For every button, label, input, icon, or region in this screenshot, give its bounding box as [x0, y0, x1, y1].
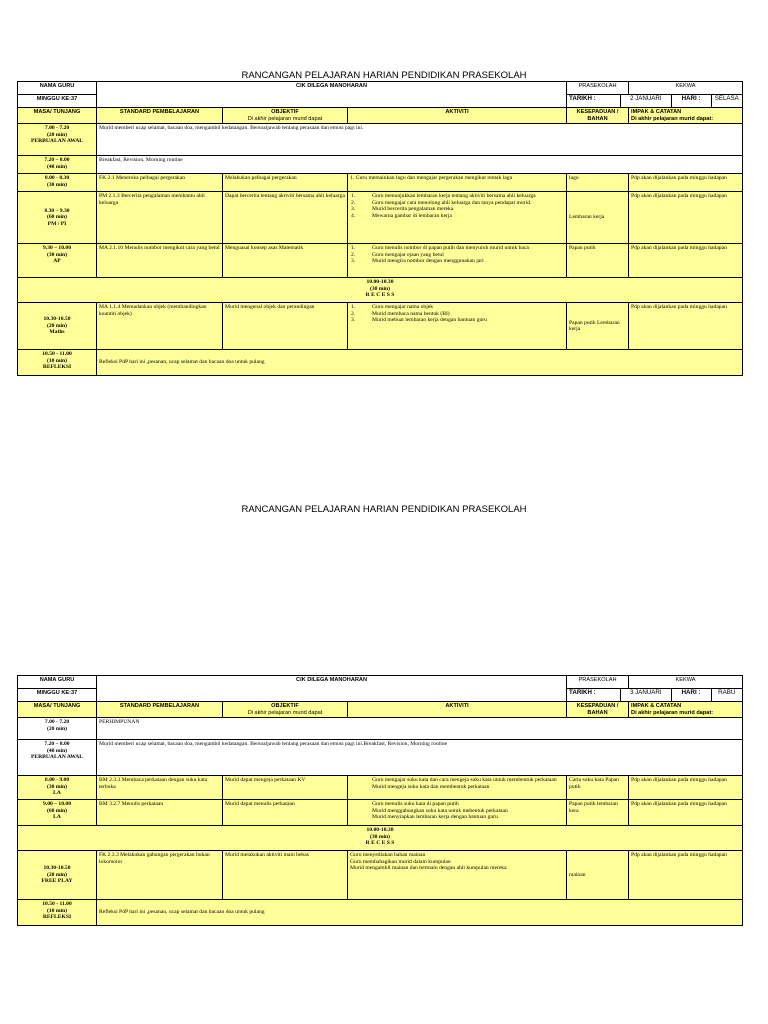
col-impak: IMPAK & CATATAN Di akhir pelajaran murid dapat: [629, 702, 743, 718]
recess-row: 10.00-10.30 (30 min) R E C E S S [18, 826, 743, 851]
standard-cell: BM 2.3.3 Membaca perkataan dengan suku kata terbuka [97, 776, 223, 800]
activity-text: Refleksi PdP hari ini ,pesanan, ucap selamat dan bacaan doa untuk pulang [97, 900, 743, 926]
standard-cell: BM 3.2.7 Menulis perkataan [97, 800, 223, 826]
activity-cell: 1. Guru memainkan lagu dan mengajar pergerakan mengikut rentak lagu [348, 174, 567, 192]
plan1-table [17, 81, 743, 376]
impact-cell: Pdp akan dijalankan pada minggu hadapan [629, 303, 743, 350]
hari-value: RABU [718, 689, 736, 696]
activity-cell: Guru menyediakan bahan mainan Guru membahagikan murid dalam kumpulan Murid mengambil mainan dan bermain dengan ahli kumpulan mereka [348, 851, 567, 900]
date-day-cell [567, 95, 743, 108]
class-name: KEKWA [629, 82, 743, 95]
time-cell: 7.20 – 8.00 (40 min) PERBUALAN AWAL [18, 740, 97, 776]
nama-guru-label: NAMA GURU [18, 676, 97, 689]
activity-cell: Guru mengajar suku kata dan cara mengeja suku kata untuk membentuk perkataan Murid mengeja suku kata dan membentuk perkataan [348, 776, 567, 800]
standard-cell: MA 2.1.10 Menulis nombor mengikut cara yang betul [97, 244, 223, 278]
impact-cell: Pdp akan dijalankan pada minggu hadapan [629, 851, 743, 900]
hari-label: HARI : [671, 95, 711, 107]
objective-cell: Murid melakukan aktiviti main bebas [223, 851, 348, 900]
recess-row: 10.00-10.30 (30 min) R E C E S S [18, 278, 743, 303]
col-objektif: OBJEKTIF Di akhir pelajaran murid dapat [223, 702, 348, 718]
tarikh-label: TARIKH : [567, 689, 621, 701]
time-cell: 10.30-10.50 (20 min) Maths [18, 303, 97, 350]
activity-text: Refleksi PdP hari ini ,pesanan, ucap selamat dan bacaan doa untuk pulang [97, 350, 743, 376]
col-kesepaduan: KESEPADUAN / BAHAN [567, 702, 629, 718]
time-cell: 10.30-10.50 (20 min) FREE PLAY [18, 851, 97, 900]
impact-cell: Pdp akan dijalankan pada minggu hadapan [629, 800, 743, 826]
col-masa: MASA/ TUNJANG [18, 702, 97, 718]
time-cell: 7.00 - 7.20 (20 min) PERBUALAN AWAL [18, 124, 97, 156]
col-objektif: OBJEKTIF Di akhir pelajaran murid dapat [223, 108, 348, 124]
time-cell: 9.30 – 10.00 (30 min) AP [18, 244, 97, 278]
impact-cell: Pdp akan dijalankan pada minggu hadapan [629, 244, 743, 278]
activity-text: Murid memberi ucap selamat, bacaan doa, mengambil kedatangan. Bersoaljawab tentang perasaan dan emosi pagi ini. [97, 124, 743, 156]
activity-cell: 1. Guru menulis nombor di papan putih dan menyuruh murid untuk baca 2. Guru mengajar ejaan yang betul 3. Murid mengira nombor dengan menggunakan jari [348, 244, 567, 278]
material-cell: Papan putih [567, 244, 629, 278]
time-cell: 10.50 - 11.00 (10 min) REFLEKSI [18, 350, 97, 376]
teacher-name: CIK DILEGA MANOHARAN [97, 82, 567, 108]
objective-cell: Murid dapat mengeja perkataan KV [223, 776, 348, 800]
material-cell: Papan putih Lembaran kerja [567, 303, 629, 350]
col-standard: STANDARD PEMBELAJARAN [97, 702, 223, 718]
col-masa: MASA/ TUNJANG [18, 108, 97, 124]
hari-value: SELASA [714, 95, 739, 102]
plan1-title: RANCANGAN PELAJARAN HARIAN PENDIDIKAN PRASEKOLAH [241, 70, 527, 81]
objective-cell: Menguasai konsep asas Matematik [223, 244, 348, 278]
material-cell: Carta suku kata Papan putih [567, 776, 629, 800]
standard-cell: FK 2.1 Meneroka pelbagai pergerakan [97, 174, 223, 192]
time-cell: 7.00 - 7.20 (20 min) [18, 718, 97, 740]
material-cell: Papan putih lembaran kera [567, 800, 629, 826]
col-standard: STANDARD PEMBELAJARAN [97, 108, 223, 124]
material-cell: Lembaran kerja [567, 192, 629, 244]
col-kesepaduan: KESEPADUAN / BAHAN [567, 108, 629, 124]
activity-cell: 1. Guru menunjukkan lembaran kerja tentang aktiviti bersama ahli keluarga 2. Guru mengajar cara menolong ahli keluarga dan tanya pendapat murid. 3. Murid bercerita pengalaman mereka 4. Mewarna gambar di lembaran kerja [348, 192, 567, 244]
col-impak: IMPAK & CATATAN Di akhir pelajaran murid dapat: [629, 108, 743, 124]
objective-cell: Melakukan pelbagai pergerakan [223, 174, 348, 192]
minggu-label: MINGGU KE:37 [18, 95, 97, 108]
tarikh-value: 3 JANUARI [621, 689, 672, 701]
col-aktiviti: AKTIVITI [348, 702, 567, 718]
minggu-label: MINGGU KE:37 [18, 689, 97, 702]
tarikh-value: 2 JANUARI [621, 95, 672, 107]
standard-cell: MA 1.1.4 Memadankan objek (membandingkan kuantiti objek) [97, 303, 223, 350]
activity-cell: Guru menulis suku kata di papan putih Murid menggabungkan suku kata untuk mebentuk perkataan Murid menyiapkan lembaran kerja dengan bantuan guru [348, 800, 567, 826]
standard-cell: PM 2.1.3 Bercerita pengalaman membantu ahli keluarga [97, 192, 223, 244]
time-cell: 7.20 – 8.00 (40 min) [18, 156, 97, 174]
prasekolah-label: PRASEKOLAH [567, 676, 629, 689]
time-cell: 8.00 - 8.30 (30 min) [18, 174, 97, 192]
objective-cell: Murid dapat menulis perkataan [223, 800, 348, 826]
activity-text: PERHIMPUNAN [97, 718, 743, 740]
middle-title: RANCANGAN PELAJARAN HARIAN PENDIDIKAN PRASEKOLAH [241, 504, 527, 515]
tarikh-label: TARIKH : [567, 95, 621, 107]
time-cell: 8.00 - 9.00 (30 min) LA [18, 776, 97, 800]
impact-cell: Pdp akan dijalankan pada minggu hadapan [629, 174, 743, 192]
plan2-table [17, 675, 743, 926]
activity-cell: 1. Guru mengajar nama objek 2. Murid membaca nama bentuk (BI) 3. Murid mebuat lembaran kerja dengan bantuan guru [348, 303, 567, 350]
class-name: KEKWA [629, 676, 743, 689]
time-cell: 9.00 – 10.00 (60 min) LA [18, 800, 97, 826]
prasekolah-label: PRASEKOLAH [567, 82, 629, 95]
time-cell: 8.30 – 9.30 (60 min) PM / PI [18, 192, 97, 244]
impact-cell: Pdp akan dijalankan pada minggu hadapan [629, 776, 743, 800]
activity-text: Breakfast, Revision, Morning routine [97, 156, 743, 174]
material-cell: lagu [567, 174, 629, 192]
objective-cell: Murid mengenal objek dan perandingan [223, 303, 348, 350]
hari-label: HARI : [671, 689, 711, 701]
nama-guru-label: NAMA GURU [18, 82, 97, 95]
objective-cell: Dapat bercerita tentang aktiviti bersama ahli keluarga [223, 192, 348, 244]
material-cell: mainan [567, 851, 629, 900]
activity-text: Murid memberi ucap selamat, bacaan doa, mengambil kedatangan. Bersoaljawab tentang perasaan dan emosi pagi ini.Breakfast, Revision, Morning routine [97, 740, 743, 776]
impact-cell: Pdp akan dijalankan pada minggu hadapan [629, 192, 743, 244]
standard-cell: FK 2.3.3 Melakukan gabungan pergerakan bukan lokomotor [97, 851, 223, 900]
teacher-name: CIK DILEGA MANOHARAN [97, 676, 567, 702]
time-cell: 10.50 - 11.00 (10 min) REFLEKSI [18, 900, 97, 926]
date-day-cell [567, 689, 743, 702]
col-aktiviti: AKTIVITI [348, 108, 567, 124]
